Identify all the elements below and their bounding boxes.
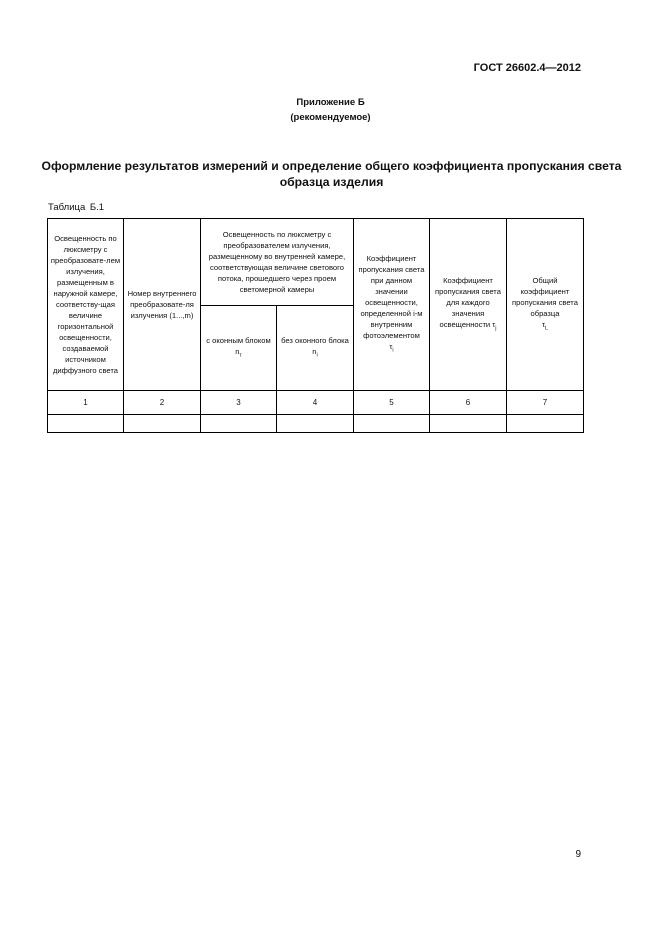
header-col5-text: Коэффициент пропускания света при данном значении освещенности, определенной i-м внутренним фотоэлементом [358, 253, 425, 340]
header-col34-group: Освещенность по люксметру с преобразователем излучения, размещенному во внутренней камере, соответствующая величине светового потока, прошедшего через проем светомерной камеры [201, 219, 354, 306]
header-col7-text: Общий коэффициент пропускания света образца [512, 275, 578, 318]
header-col4-text: без оконного блока n [281, 335, 349, 356]
header-col5 [354, 219, 430, 391]
header-col7-symbol: τ [541, 319, 545, 329]
header-col6 [430, 219, 507, 391]
table-row [48, 415, 584, 433]
table-cell [277, 415, 354, 433]
document-heading: Оформление результатов измерений и определение общего коэффициента пропускания света образца изделия [41, 159, 622, 189]
table-label-number: Б.1 [89, 202, 105, 213]
appendix-subtitle: (рекомендуемое) [290, 112, 371, 123]
column-number: 7 [507, 391, 584, 415]
header-col5-symbol: τ [389, 341, 393, 351]
header-col1: Освещенность по люксметру с преобразовате-лем излучения, размещенным в наружной камере, соответству-щая величине горизонтальной освещенности, создаваемой источником диффузного света [48, 219, 124, 391]
header-col5-sub: i [392, 347, 394, 354]
header-col3-text: с оконным блоком n [206, 335, 271, 356]
header-col4-sub: i [316, 352, 318, 359]
column-number: 5 [354, 391, 430, 415]
header-col7 [507, 219, 584, 391]
column-number: 1 [48, 391, 124, 415]
header-col2: Номер внутреннего преобразовате-ля излучения (1...,m) [124, 219, 201, 391]
column-numbers-row [48, 391, 584, 415]
column-number: 4 [277, 391, 354, 415]
table-cell [430, 415, 507, 433]
page-number: 9 [575, 849, 581, 860]
column-number: 2 [124, 391, 201, 415]
header-col3 [201, 306, 277, 391]
column-number: 6 [430, 391, 507, 415]
header-col6-sub: j [495, 325, 497, 332]
header-col3-sub: τ [239, 352, 242, 359]
table-cell [124, 415, 201, 433]
table-cell [354, 415, 430, 433]
column-number: 3 [201, 391, 277, 415]
table-label [48, 202, 104, 213]
header-col7-sub: L [544, 325, 549, 332]
standard-number: ГОСТ 26602.4—2012 [473, 62, 581, 74]
appendix-title: Приложение Б [296, 97, 365, 108]
table-cell [201, 415, 277, 433]
header-col4 [277, 306, 354, 391]
appendix-heading [0, 95, 661, 125]
table-cell [48, 415, 124, 433]
table-cell [507, 415, 584, 433]
table-label-word: Таблица [48, 202, 86, 213]
header-col6-text: Коэффициент пропускания света для каждого значения освещенности τ [435, 275, 501, 329]
results-table [47, 218, 584, 433]
